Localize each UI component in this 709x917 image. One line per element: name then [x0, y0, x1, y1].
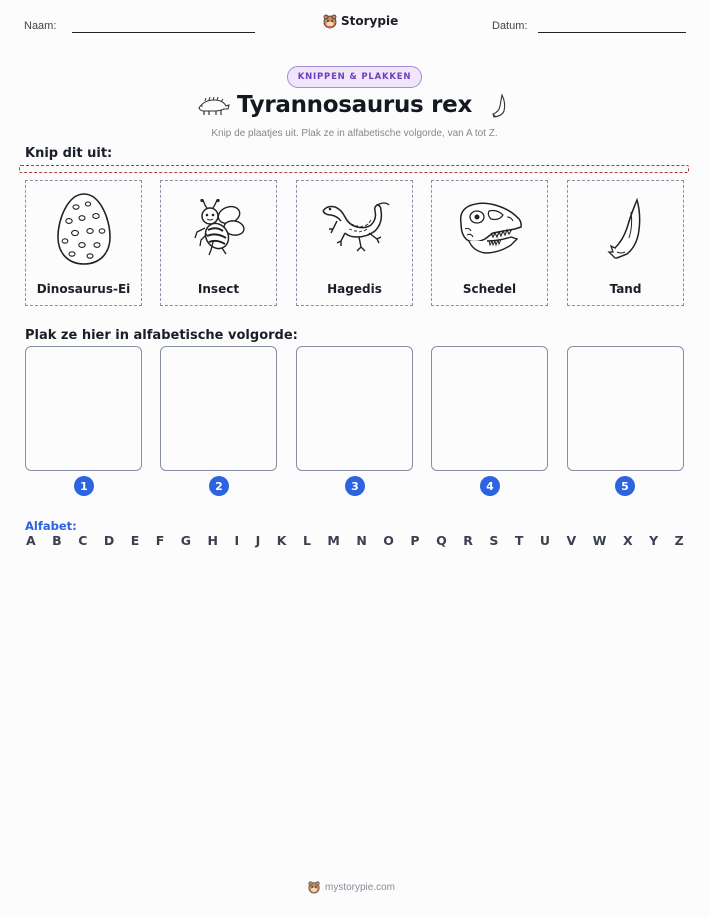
alphabet-letter: L: [302, 533, 311, 548]
alphabet-letter: C: [78, 533, 88, 548]
alphabet-letter: E: [130, 533, 140, 548]
card-label: Dinosaurus-Ei: [36, 282, 131, 296]
brand-logo: [322, 13, 398, 29]
slot-number-4: 4: [480, 476, 500, 496]
paste-slot-1[interactable]: [25, 346, 142, 471]
alphabet-letter: G: [180, 533, 192, 548]
page-title: Tyrannosaurus rex: [236, 92, 473, 118]
slot-number-5: 5: [615, 476, 635, 496]
lizard-icon: [319, 199, 391, 259]
cut-card-insect[interactable]: [160, 180, 277, 306]
alphabet-letter: Y: [649, 533, 659, 548]
alphabet-letter: K: [276, 533, 287, 548]
card-label: Tand: [609, 282, 642, 296]
cut-line: [19, 165, 689, 173]
alphabet-letter: U: [539, 533, 550, 548]
cut-card-skull[interactable]: [431, 180, 548, 306]
cut-card-tooth[interactable]: [567, 180, 684, 306]
skull-icon: [455, 199, 525, 259]
alphabet-letter: I: [234, 533, 240, 548]
alphabet-letter: H: [207, 533, 219, 548]
alphabet-letter: Q: [436, 533, 447, 548]
alphabet-letter: J: [255, 533, 261, 548]
date-line: [538, 32, 686, 33]
alphabet-letter: W: [592, 533, 607, 548]
paste-slot-2[interactable]: [160, 346, 277, 471]
footer: [307, 880, 395, 894]
activity-badge: KNIPPEN & PLAKKEN: [287, 66, 422, 88]
alphabet-letter: S: [489, 533, 499, 548]
footer-url[interactable]: mystorypie.com: [325, 881, 396, 893]
paste-slot-3[interactable]: [296, 346, 413, 471]
cut-section-title: Knip dit uit:: [25, 146, 113, 161]
name-label: Naam:: [24, 20, 57, 32]
alphabet-letter: B: [52, 533, 62, 548]
alphabet-letter: M: [327, 533, 340, 548]
storypie-mascot-icon: [322, 13, 338, 29]
slot-number-3: 3: [345, 476, 365, 496]
name-line: [72, 32, 255, 33]
alphabet-letter: F: [155, 533, 165, 548]
alphabet-letter: O: [383, 533, 394, 548]
egg-icon: [54, 191, 114, 267]
alphabet-letter: V: [566, 533, 577, 548]
alphabet-letter: A: [26, 533, 36, 548]
card-label: Insect: [197, 282, 240, 296]
paste-section-title: Plak ze hier in alfabetische volgorde:: [25, 328, 298, 343]
slot-number-2: 2: [209, 476, 229, 496]
paste-slot-4[interactable]: [431, 346, 548, 471]
alphabet-row: [26, 533, 684, 548]
tooth-icon: [601, 196, 651, 262]
alphabet-letter: X: [622, 533, 633, 548]
instructions: Knip de plaatjes uit. Plak ze in alfabetische volgorde, van A tot Z.: [211, 128, 498, 139]
slot-number-1: 1: [74, 476, 94, 496]
alphabet-letter: N: [356, 533, 367, 548]
brand-name: Storypie: [341, 14, 399, 28]
alphabet-letter: Z: [674, 533, 684, 548]
card-label: Hagedis: [327, 282, 382, 296]
alphabet-letter: T: [514, 533, 524, 548]
alphabet-letter: P: [410, 533, 420, 548]
date-label: Datum:: [492, 20, 528, 32]
alphabet-letter: D: [103, 533, 115, 548]
bee-icon: [189, 198, 249, 260]
card-label: Schedel: [462, 282, 517, 296]
alphabet-letter: R: [463, 533, 473, 548]
alphabet-title: Alfabet:: [25, 519, 77, 533]
cut-card-lizard[interactable]: [296, 180, 413, 306]
paste-slot-5[interactable]: [567, 346, 684, 471]
cut-card-egg[interactable]: [25, 180, 142, 306]
claw-icon: [488, 93, 510, 119]
storypie-mascot-icon: [307, 880, 321, 894]
